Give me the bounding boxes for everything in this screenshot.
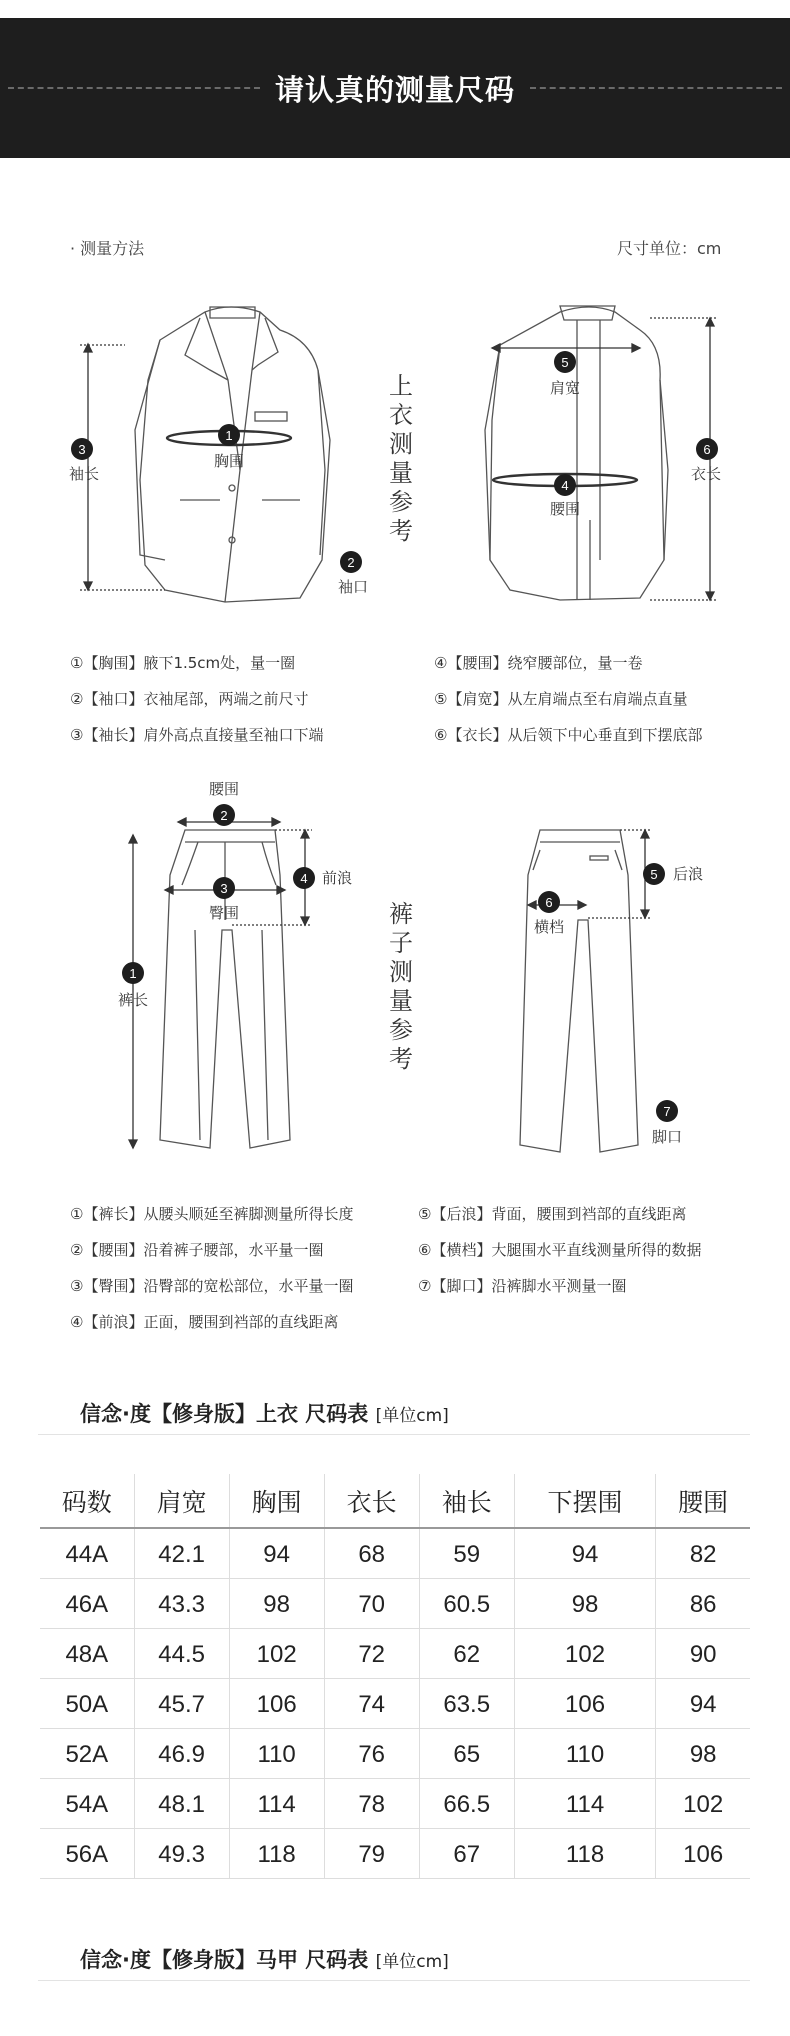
table-row — [40, 1528, 750, 1578]
table-cell: 74 — [324, 1678, 419, 1728]
table-row — [40, 1828, 750, 1878]
jacket-marker-3: 3 — [78, 442, 86, 457]
table-cell: 72 — [324, 1628, 419, 1678]
table-cell: 59 — [419, 1528, 514, 1578]
table-cell: 106 — [229, 1678, 324, 1728]
jacket-label-shoulder: 肩宽 — [549, 379, 581, 397]
jacket-table-unit: [单位cm] — [375, 1406, 449, 1426]
vest-table-unit: [单位cm] — [375, 1952, 449, 1972]
table-cell: 98 — [656, 1728, 750, 1778]
pants-note-3: ③【臀围】沿臀部的宽松部位，水平量一圈 — [70, 1277, 354, 1295]
vest-table-title — [80, 1944, 449, 1974]
jacket-size-table — [40, 1474, 750, 1879]
jacket-marker-2: 2 — [347, 555, 355, 570]
table-cell: 49.3 — [134, 1828, 229, 1878]
pants-note-5: ⑤【后浪】背面，腰围到裆部的直线距离 — [418, 1205, 687, 1223]
table-cell: 45.7 — [134, 1678, 229, 1728]
divider — [38, 1980, 750, 1981]
jacket-note-6: ⑥【衣长】从后领下中心垂直到下摆底部 — [434, 726, 703, 744]
pants-label-hem: 脚口 — [651, 1128, 683, 1146]
jacket-label-sleeve: 袖长 — [68, 465, 100, 483]
table-cell: 65 — [419, 1728, 514, 1778]
jacket-label-cuff: 袖口 — [337, 578, 369, 596]
table-cell: 98 — [514, 1578, 656, 1628]
pants-side-label: 裤子测量参考 — [389, 900, 413, 1073]
jacket-table-title — [80, 1398, 449, 1428]
table-cell: 98 — [229, 1578, 324, 1628]
divider — [38, 1434, 750, 1435]
pants-note-1: ①【裤长】从腰头顺延至裤脚测量所得长度 — [70, 1205, 354, 1223]
jacket-note-3: ③【袖长】肩外高点直接量至袖口下端 — [70, 726, 324, 744]
table-cell: 114 — [514, 1778, 656, 1828]
pants-note-4: ④【前浪】正面，腰围到裆部的直线距离 — [70, 1313, 339, 1331]
pants-note-6: ⑥【横档】大腿围水平直线测量所得的数据 — [418, 1241, 702, 1259]
table-cell: 62 — [419, 1628, 514, 1678]
table-cell: 48A — [40, 1628, 134, 1678]
table-cell: 70 — [324, 1578, 419, 1628]
table-cell: 66.5 — [419, 1778, 514, 1828]
jacket-label-waist: 腰围 — [549, 500, 581, 518]
jacket-label-chest: 胸围 — [213, 452, 245, 470]
table-cell: 56A — [40, 1828, 134, 1878]
pants-label-length: 裤长 — [117, 991, 149, 1009]
col-length: 衣长 — [324, 1474, 419, 1528]
table-cell: 114 — [229, 1778, 324, 1828]
table-cell: 86 — [656, 1578, 750, 1628]
table-cell: 42.1 — [134, 1528, 229, 1578]
table-cell: 106 — [514, 1678, 656, 1728]
table-cell: 78 — [324, 1778, 419, 1828]
table-cell: 52A — [40, 1728, 134, 1778]
jacket-marker-1: 1 — [225, 428, 233, 443]
pants-label-hip: 臀围 — [208, 904, 240, 922]
col-waist: 腰围 — [656, 1474, 750, 1528]
table-row — [40, 1778, 750, 1828]
pants-marker-5: 5 — [650, 867, 658, 882]
table-cell: 60.5 — [419, 1578, 514, 1628]
pants-marker-2: 2 — [220, 808, 228, 823]
pants-marker-6: 6 — [545, 895, 553, 910]
table-cell: 48.1 — [134, 1778, 229, 1828]
vest-table-title-text: 信念·度【修身版】马甲 尺码表 — [80, 1948, 369, 1972]
jacket-table-title-text: 信念·度【修身版】上衣 尺码表 — [80, 1402, 369, 1426]
col-size: 码数 — [40, 1474, 134, 1528]
pants-note-7: ⑦【脚口】沿裤脚水平测量一圈 — [418, 1277, 627, 1295]
col-hem: 下摆围 — [514, 1474, 656, 1528]
col-shoulder: 肩宽 — [134, 1474, 229, 1528]
table-row — [40, 1728, 750, 1778]
table-cell: 118 — [229, 1828, 324, 1878]
table-cell: 110 — [229, 1728, 324, 1778]
table-row — [40, 1678, 750, 1728]
pants-label-back-rise: 后浪 — [672, 865, 704, 883]
table-cell: 102 — [656, 1778, 750, 1828]
table-cell: 90 — [656, 1628, 750, 1678]
jacket-note-2: ②【袖口】衣袖尾部，两端之前尺寸 — [70, 690, 309, 708]
pants-marker-3: 3 — [220, 881, 228, 896]
table-cell: 94 — [229, 1528, 324, 1578]
table-cell: 94 — [656, 1678, 750, 1728]
table-cell: 76 — [324, 1728, 419, 1778]
table-cell: 102 — [514, 1628, 656, 1678]
table-cell: 63.5 — [419, 1678, 514, 1728]
table-row — [40, 1628, 750, 1678]
table-cell: 46A — [40, 1578, 134, 1628]
table-cell: 118 — [514, 1828, 656, 1878]
table-cell: 43.3 — [134, 1578, 229, 1628]
table-cell: 54A — [40, 1778, 134, 1828]
pants-label-waist: 腰围 — [208, 780, 240, 798]
table-cell: 106 — [656, 1828, 750, 1878]
pants-marker-7: 7 — [663, 1104, 671, 1119]
table-cell: 67 — [419, 1828, 514, 1878]
pants-marker-1: 1 — [129, 966, 137, 981]
table-cell: 110 — [514, 1728, 656, 1778]
pants-label-front-rise: 前浪 — [321, 869, 353, 887]
jacket-marker-4: 4 — [561, 478, 569, 493]
jacket-label-length: 衣长 — [690, 465, 722, 483]
unit-label: 尺寸单位：cm — [617, 239, 722, 258]
method-label: · 测量方法 — [70, 239, 145, 258]
jacket-marker-5: 5 — [561, 355, 569, 370]
col-sleeve: 袖长 — [419, 1474, 514, 1528]
jacket-note-1: ①【胸围】腋下1.5cm处，量一圈 — [70, 654, 296, 672]
pants-marker-4: 4 — [300, 871, 308, 886]
jacket-note-5: ⑤【肩宽】从左肩端点至右肩端点直量 — [434, 690, 688, 708]
table-cell: 79 — [324, 1828, 419, 1878]
table-row — [40, 1578, 750, 1628]
table-cell: 44.5 — [134, 1628, 229, 1678]
jacket-marker-6: 6 — [703, 442, 711, 457]
table-cell: 46.9 — [134, 1728, 229, 1778]
table-cell: 82 — [656, 1528, 750, 1578]
pants-label-thigh: 横档 — [533, 918, 565, 936]
pants-note-2: ②【腰围】沿着裤子腰部，水平量一圈 — [70, 1241, 324, 1259]
jacket-note-4: ④【腰围】绕窄腰部位，量一卷 — [434, 654, 643, 672]
table-cell: 94 — [514, 1528, 656, 1578]
table-cell: 44A — [40, 1528, 134, 1578]
table-cell: 68 — [324, 1528, 419, 1578]
jacket-side-label: 上衣测量参考 — [389, 372, 413, 545]
table-cell: 102 — [229, 1628, 324, 1678]
page-title: 请认真的测量尺码 — [274, 73, 515, 107]
table-cell: 50A — [40, 1678, 134, 1728]
col-chest: 胸围 — [229, 1474, 324, 1528]
table-header-row — [40, 1474, 750, 1528]
